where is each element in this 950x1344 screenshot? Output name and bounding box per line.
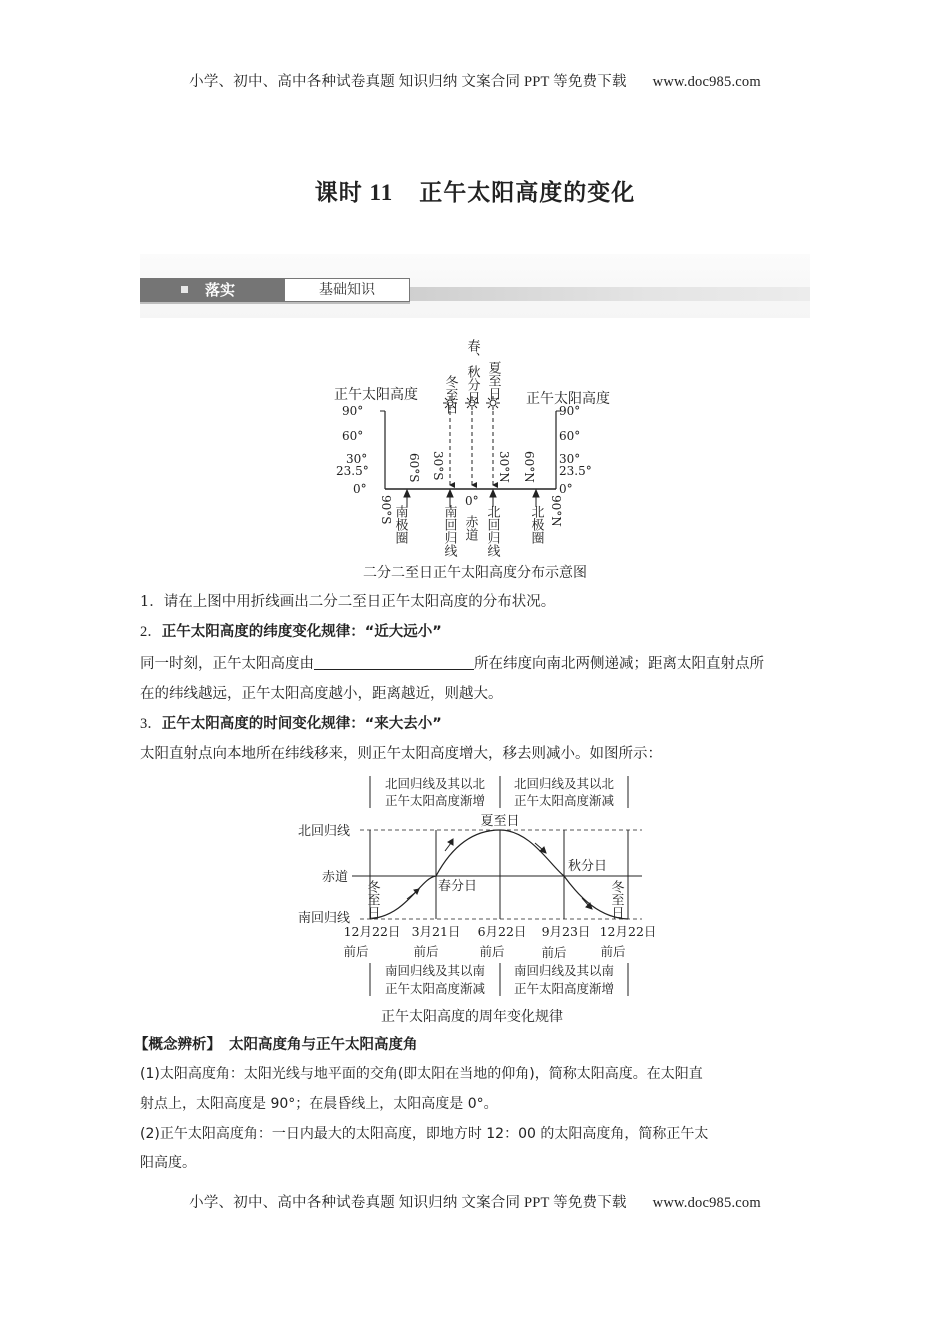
lat-30N: 30°N (497, 451, 511, 483)
banner-light-tab: 基础知识 (284, 278, 410, 302)
bottom-note-1-line2: 正午太阳高度渐减 (384, 981, 486, 996)
label-autumn-equinox: 秋分日 (568, 859, 608, 874)
label-equator: 赤道 (462, 515, 478, 541)
label-winter-solstice-end: 冬至日 (608, 880, 624, 919)
page-title (0, 174, 950, 207)
figure2-caption: 正午太阳高度的周年变化规律 (381, 1009, 563, 1025)
banner-dark-tab (140, 278, 284, 302)
tick-23-left: 23.5° (336, 464, 369, 478)
lat-90S: 90°S (379, 495, 393, 525)
item-2-heading: 2．正午太阳高度的纬度变化规律：“近大远小” (140, 624, 442, 640)
lat-30S: 30°S (431, 451, 445, 481)
tick-30-left: 30° (346, 452, 368, 466)
date-4: 9月23日 (541, 924, 591, 939)
label-summer-solstice: 夏至日 (485, 361, 501, 400)
left-axis-title: 正午太阳高度 (334, 387, 418, 403)
item-2-body-line2: 在的纬线越远，正午太阳高度越小，距离越近，则越大。 (140, 686, 503, 702)
banner-dark-label: 落实 (205, 281, 236, 299)
figure-noon-sun-altitude-distribution (320, 325, 630, 585)
label-tropic-capricorn: 南回归线 (441, 505, 457, 557)
bottom-note-2-line2: 正午太阳高度渐增 (513, 981, 615, 996)
header-url[interactable]: www.doc985.com (652, 74, 761, 90)
section-banner (140, 254, 810, 318)
footer-text: 小学、初中、高中各种试卷真题 知识归纳 文案合同 PPT 等免费下载 (189, 1195, 627, 1211)
concept-p2-line1: (2)正午太阳高度角：一日内最大的太阳高度，即地方时 12：00 的太阳高度角，简称正午太 (140, 1126, 709, 1142)
label-spring-equinox: 春分日 (438, 879, 478, 894)
tick-30-right: 30° (559, 452, 581, 466)
top-note-1-line1: 北回归线及其以北 (384, 776, 486, 791)
tick-60-right: 60° (559, 429, 581, 443)
y-label-tropic-capricorn: 南回归线 (298, 911, 351, 926)
right-axis-title: 正午太阳高度 (526, 391, 610, 407)
lesson-name: 正午太阳高度的变化 (419, 180, 636, 206)
tick-23-right: 23.5° (559, 464, 592, 478)
concept-tag: 【概念辨析】 (134, 1037, 221, 1053)
label-winter-solstice-start: 冬至日 (364, 880, 380, 919)
tick-0-left: 0° (353, 482, 367, 496)
item-3-body: 太阳直射点向本地所在纬线移来，则正午太阳高度增大，移去则减小。如图所示： (140, 746, 662, 762)
date-1-suffix: 前后 (343, 944, 369, 959)
y-label-equator: 赤道 (322, 870, 349, 885)
tick-60-left: 60° (342, 429, 364, 443)
top-note-2-line1: 北回归线及其以北 (513, 776, 615, 791)
lat-60N: 60°N (522, 451, 536, 483)
label-antarctic-circle: 南极圈 (392, 505, 408, 544)
bottom-note-1-line1: 南回归线及其以南 (384, 963, 486, 978)
tick-90-right: 90° (559, 404, 581, 418)
label-summer-solstice: 夏至日 (480, 814, 520, 829)
date-4-suffix: 前后 (541, 945, 567, 960)
header-text: 小学、初中、高中各种试卷真题 知识归纳 文案合同 PPT 等免费下载 (189, 74, 627, 90)
lat-60S: 60°S (407, 453, 421, 483)
date-5-suffix: 前后 (600, 944, 626, 959)
concept-p1-line1: (1)太阳高度角：太阳光线与地平面的交角(即太阳在当地的仰角)，简称太阳高度。在太阳直 (140, 1066, 703, 1082)
y-label-tropic-cancer: 北回归线 (298, 824, 351, 839)
concept-heading (134, 1035, 804, 1055)
lesson-number: 课时 11 (314, 180, 394, 205)
equator-zero: 0° (465, 494, 479, 508)
bottom-note-2-line1: 南回归线及其以南 (513, 963, 615, 978)
date-5: 12月22日 (599, 924, 657, 939)
date-1: 12月22日 (343, 924, 401, 939)
figure-annual-noon-sun-variation (290, 770, 665, 1030)
fill-in-blank[interactable] (314, 654, 474, 670)
date-3: 6月22日 (477, 924, 527, 939)
concept-p2-line2: 阳高度。 (140, 1155, 196, 1171)
footer-url[interactable]: www.doc985.com (652, 1195, 761, 1211)
label-arctic-circle: 北极圈 (528, 505, 544, 544)
tick-0-right: 0° (559, 482, 573, 496)
page-footer (0, 1191, 950, 1212)
label-winter-solstice: 冬至日 (442, 375, 458, 414)
lat-90N: 90°N (549, 495, 563, 527)
figure1-caption: 二分二至日正午太阳高度分布示意图 (363, 565, 587, 581)
top-note-1-line2: 正午太阳高度渐增 (384, 793, 486, 808)
top-note-2-line2: 正午太阳高度渐减 (513, 793, 615, 808)
item-2-body-line1: 同一时刻，正午太阳高度由 所在纬度向南北两侧递减；距离太阳直射点所 (140, 656, 764, 672)
label-tropic-cancer: 北回归线 (484, 505, 500, 557)
page-header (0, 70, 950, 91)
concept-title: 太阳高度角与正午太阳高度角 (229, 1037, 418, 1053)
banner-strip (408, 287, 810, 301)
date-2: 3月21日 (411, 924, 461, 939)
banner-underline (140, 302, 410, 304)
label-equinox: 春、秋分日 (464, 339, 480, 404)
item-3-heading: 3．正午太阳高度的时间变化规律：“来大去小” (140, 716, 442, 732)
item-1: 1．请在上图中用折线画出二分二至日正午太阳高度的分布状况。 (140, 594, 556, 610)
concept-p1-line2: 射点上，太阳高度是 90°；在晨昏线上，太阳高度是 0°。 (140, 1096, 498, 1112)
date-2-suffix: 前后 (413, 944, 439, 959)
tick-90-left: 90° (342, 404, 364, 418)
square-bullet-icon (181, 286, 188, 293)
date-3-suffix: 前后 (479, 944, 505, 959)
